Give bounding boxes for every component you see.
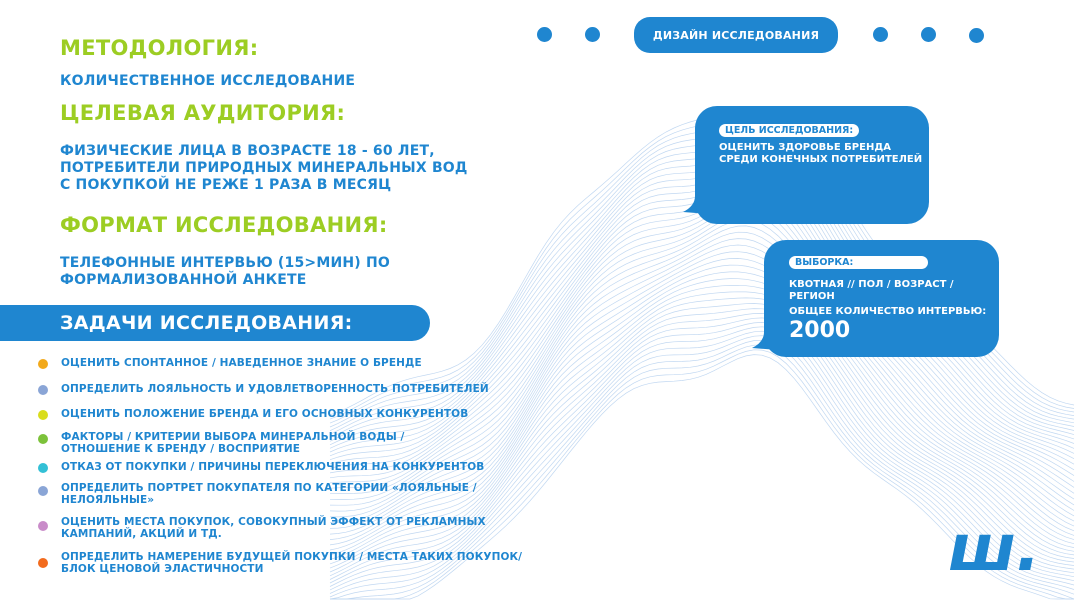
sample-line: КВОТНАЯ // ПОЛ / ВОЗРАСТ / [789, 279, 954, 290]
bullet-dot [38, 359, 48, 369]
task-line: ОЦЕНИТЬ МЕСТА ПОКУПОК, СОВОКУПНЫЙ ЭФФЕКТ ОТ РЕКЛАМНЫХ [61, 516, 486, 528]
nav-dot-4[interactable] [921, 27, 936, 42]
sample-total-value: 2000 [789, 318, 851, 343]
format-line: ФОРМАЛИЗОВАННОЙ АНКЕТЕ [60, 272, 307, 288]
task-item [38, 461, 484, 473]
bullet-dot [38, 486, 48, 496]
task-item [38, 516, 486, 540]
methodology-heading: МЕТОДОЛОГИЯ: [60, 36, 259, 60]
task-line: ОПРЕДЕЛИТЬ ПОРТРЕТ ПОКУПАТЕЛЯ ПО КАТЕГОРИИ «ЛОЯЛЬНЫЕ / [61, 482, 477, 494]
methodology-value: КОЛИЧЕСТВЕННОЕ ИССЛЕДОВАНИЕ [60, 73, 356, 89]
audience-text [60, 143, 468, 194]
task-line: ОЦЕНИТЬ ПОЛОЖЕНИЕ БРЕНДА И ЕГО ОСНОВНЫХ КОНКУРЕНТОВ [61, 408, 469, 420]
goal-bubble [695, 106, 929, 224]
format-text [60, 255, 390, 289]
nav-dot-3[interactable] [873, 27, 888, 42]
task-line: ОПРЕДЕЛИТЬ ЛОЯЛЬНОСТЬ И УДОВЛЕТВОРЕННОСТЬ ПОТРЕБИТЕЛЕЙ [61, 383, 489, 395]
task-line: ОТНОШЕНИЕ К БРЕНДУ / ВОСПРИЯТИЕ [61, 443, 301, 455]
sample-line: РЕГИОН [789, 291, 835, 302]
audience-heading: ЦЕЛЕВАЯ АУДИТОРИЯ: [60, 101, 346, 125]
bullet-dot [38, 410, 48, 420]
nav-dot-5[interactable] [969, 28, 984, 43]
logo-text: ш. [948, 512, 1041, 586]
task-line: ОЦЕНИТЬ СПОНТАННОЕ / НАВЕДЕННОЕ ЗНАНИЕ О БРЕНДЕ [61, 357, 422, 369]
logo-mark-icon [948, 508, 1058, 588]
sample-bubble [764, 240, 999, 357]
task-item [38, 383, 489, 395]
brand-logo [948, 508, 1058, 588]
audience-line: ПОТРЕБИТЕЛИ ПРИРОДНЫХ МИНЕРАЛЬНЫХ ВОД [60, 160, 468, 176]
task-item [38, 482, 477, 506]
format-heading: ФОРМАТ ИССЛЕДОВАНИЯ: [60, 213, 388, 237]
tasks-heading-bar [0, 305, 430, 341]
goal-line: СРЕДИ КОНЕЧНЫХ ПОТРЕБИТЕЛЕЙ [719, 154, 923, 165]
task-line: НЕЛОЯЛЬНЫЕ» [61, 494, 155, 506]
task-line: ФАКТОРЫ / КРИТЕРИИ ВЫБОРА МИНЕРАЛЬНОЙ ВОДЫ / [61, 431, 405, 443]
goal-label: ЦЕЛЬ ИССЛЕДОВАНИЯ: [719, 124, 859, 137]
section-title-pill[interactable]: ДИЗАЙН ИССЛЕДОВАНИЯ [634, 17, 838, 53]
nav-dot-2[interactable] [585, 27, 600, 42]
task-item [38, 431, 405, 455]
sample-label: ВЫБОРКА: [789, 256, 928, 269]
bullet-dot [38, 434, 48, 444]
task-line: КАМПАНИЙ, АКЦИЙ И ТД. [61, 528, 222, 540]
task-line: ОПРЕДЕЛИТЬ НАМЕРЕНИЕ БУДУЩЕЙ ПОКУПКИ / МЕСТА ТАКИХ ПОКУПОК/ [61, 551, 523, 563]
task-item [38, 408, 468, 420]
audience-line: ФИЗИЧЕСКИЕ ЛИЦА В ВОЗРАСТЕ 18 - 60 ЛЕТ, [60, 143, 435, 159]
bullet-dot [38, 558, 48, 568]
task-line: БЛОК ЦЕНОВОЙ ЭЛАСТИЧНОСТИ [61, 563, 264, 575]
sample-total-label: ОБЩЕЕ КОЛИЧЕСТВО ИНТЕРВЬЮ: [789, 306, 987, 317]
format-line: ТЕЛЕФОННЫЕ ИНТЕРВЬЮ (15>МИН) ПО [60, 255, 390, 271]
bullet-dot [38, 521, 48, 531]
tasks-heading: ЗАДАЧИ ИССЛЕДОВАНИЯ: [60, 312, 353, 334]
task-item [38, 551, 522, 575]
task-line: ОТКАЗ ОТ ПОКУПКИ / ПРИЧИНЫ ПЕРЕКЛЮЧЕНИЯ НА КОНКУРЕНТОВ [61, 461, 485, 473]
audience-line: С ПОКУПКОЙ НЕ РЕЖЕ 1 РАЗА В МЕСЯЦ [60, 177, 392, 193]
goal-line: ОЦЕНИТЬ ЗДОРОВЬЕ БРЕНДА [719, 142, 891, 153]
task-item [38, 357, 422, 369]
bullet-dot [38, 385, 48, 395]
bullet-dot [38, 463, 48, 473]
nav-dot-1[interactable] [537, 27, 552, 42]
